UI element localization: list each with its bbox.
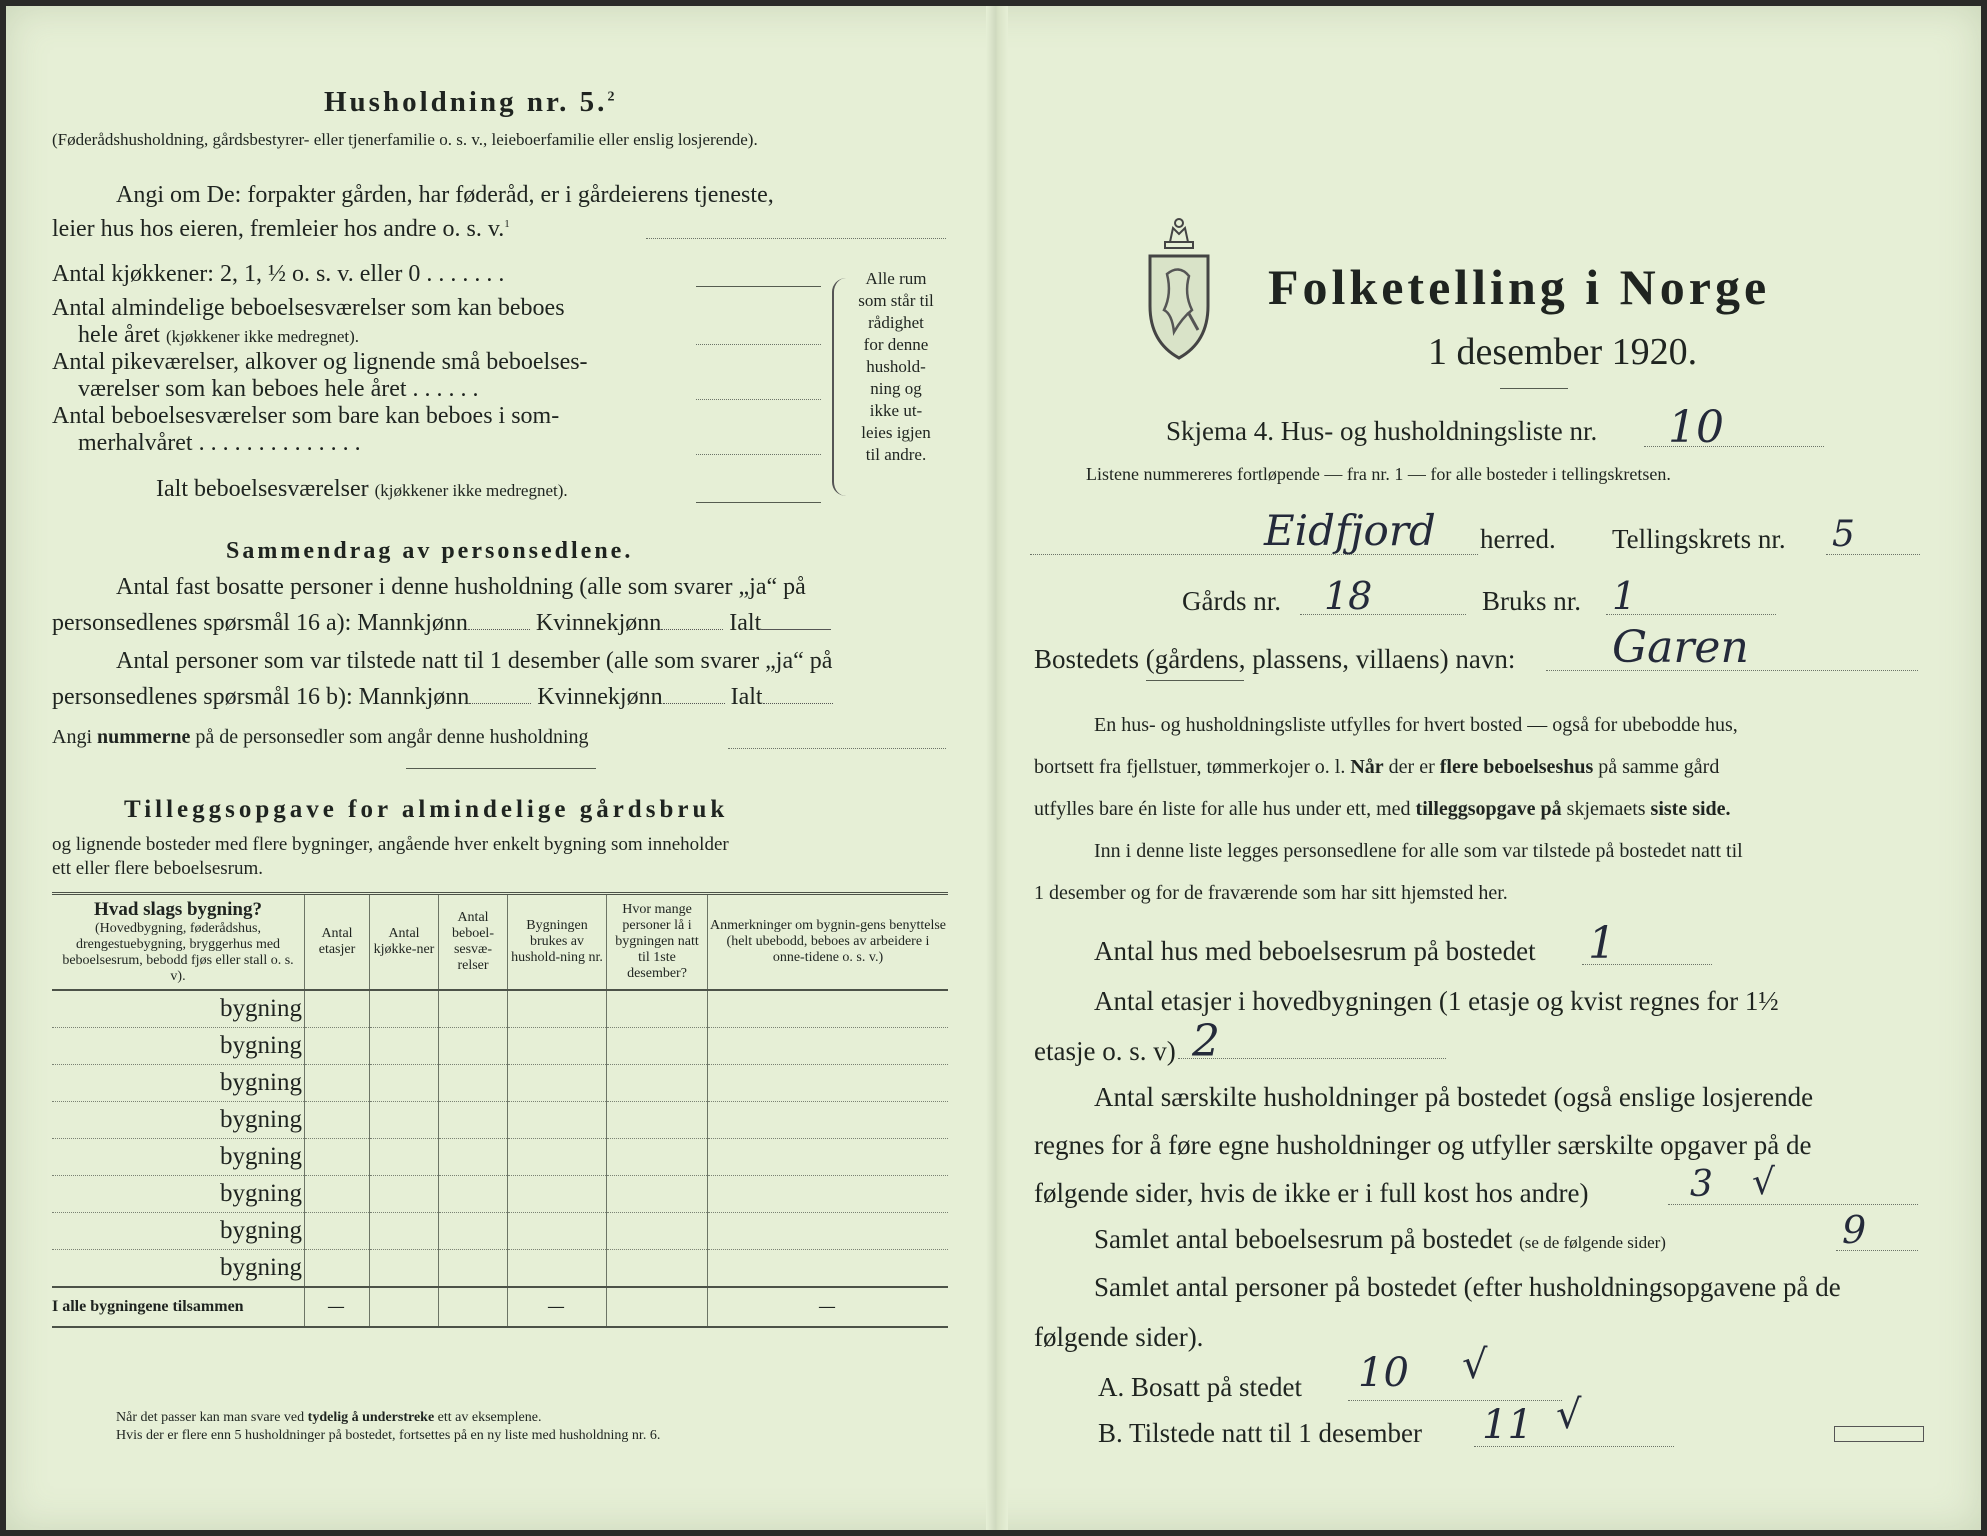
col-floors: Antal etasjer — [305, 894, 370, 991]
side-note-line: ning og — [870, 379, 922, 398]
summary-a-line-1: Antal fast bosatte personer i denne husholdning (alle som svarer „ja“ på — [116, 574, 806, 600]
summary-a-men-label: personsedlenes spørsmål 16 a): Mannkjønn — [52, 610, 468, 636]
table-cell[interactable] — [305, 1139, 370, 1176]
household-subtitle: (Føderådshusholdning, gårdsbestyrer- eller tjenerfamilie o. s. v., leieboerfamilie eller enslig losjerende). — [52, 130, 758, 149]
instructions-line-3 — [1034, 798, 1731, 821]
table-cell[interactable] — [370, 1176, 439, 1213]
table-cell[interactable] — [708, 990, 949, 1028]
instructions-3d: siste side. — [1650, 798, 1731, 820]
households-label-1: Antal særskilte husholdninger på bostedet (også enslige losjerende — [1094, 1082, 1814, 1112]
table-row — [52, 1102, 948, 1139]
side-note-line: hushold- — [866, 357, 926, 376]
summary-b-men-field[interactable] — [469, 703, 531, 704]
table-cell[interactable] — [370, 1213, 439, 1250]
households-label-2: regnes for å føre egne husholdninger og utfyller særskilte opgaver på de — [1034, 1130, 1812, 1160]
side-brace — [832, 278, 846, 496]
kitchens-label: Antal kjøkkener: 2, 1, ½ o. s. v. eller 0 . . . . . . . — [52, 261, 505, 287]
total-rooms-label-text: Ialt beboelsesværelser — [156, 476, 369, 502]
side-note-line: til andre. — [865, 445, 927, 464]
instructions-line-5: 1 desember og for de fraværende som har sitt hjemsted her. — [1034, 882, 1508, 904]
households-value: 3 — [1690, 1164, 1713, 1205]
floors-label-2: etasje o. s. v) — [1034, 1036, 1176, 1066]
total-rooms-place-note: (se de følgende sider) — [1519, 1233, 1666, 1252]
table-cell[interactable] — [508, 1065, 607, 1102]
kitchens-field[interactable] — [696, 286, 821, 287]
table-cell[interactable] — [708, 1139, 949, 1176]
table-row — [52, 990, 948, 1028]
table-cell[interactable] — [708, 1213, 949, 1250]
summary-b-total-label: Ialt — [730, 684, 763, 710]
table-cell[interactable] — [305, 1213, 370, 1250]
person-numbers-prefix: Angi — [52, 726, 97, 748]
houses-label: Antal hus med beboelsesrum på bostedet — [1094, 936, 1536, 966]
table-cell[interactable] — [607, 990, 708, 1028]
rooms-label-2-note: (kjøkkener ikke medregnet). — [165, 327, 359, 346]
table-cell[interactable] — [607, 1065, 708, 1102]
table-cell[interactable] — [439, 1250, 508, 1288]
summary-b-line-2 — [52, 684, 833, 711]
farm-number-value: 18 — [1324, 574, 1373, 618]
total-household-dash: — — [508, 1287, 607, 1327]
col-kitchens: Antal kjøkke-ner — [370, 894, 439, 991]
rooms-label-2-text: hele året — [78, 322, 160, 348]
table-row — [52, 1139, 948, 1176]
side-note-line: som står til — [858, 291, 934, 310]
census-form-sheet — [6, 6, 1981, 1530]
table-cell[interactable] — [508, 1028, 607, 1065]
instructions-2b: Når — [1350, 756, 1384, 778]
total-rooms-field[interactable] — [696, 502, 821, 503]
listing-note: Listene nummereres fortløpende — fra nr. 1 — for alle bosteder i tellingskretsen. — [1086, 464, 1671, 484]
table-cell[interactable] — [439, 1065, 508, 1102]
instructions-line-1: En hus- og husholdningsliste utfylles for hvert bosted — også for ubebodde hus, — [1094, 714, 1738, 736]
table-cell[interactable] — [305, 1028, 370, 1065]
buildings-table-header — [52, 894, 948, 991]
col-building-type-note: (Hovedbygning, føderådshus, drengestuebygning, bryggerhus med beboelsesrum, bebodd fjøs eller stall o. s. v). — [62, 921, 294, 984]
printer-stamp — [1834, 1426, 1924, 1442]
census-district-label: Tellingskrets nr. — [1612, 524, 1786, 554]
instructions-line-4: Inn i denne liste legges personsedlene for alle som var tilstede på bostedet natt til — [1094, 840, 1743, 862]
side-note-line: Alle rum — [865, 269, 927, 288]
side-note-line: ikke ut- — [869, 401, 923, 420]
total-row-label: I alle bygningene tilsammen — [52, 1287, 305, 1327]
census-district-value: 5 — [1832, 514, 1855, 555]
table-cell[interactable] — [370, 1028, 439, 1065]
summary-title: Sammendrag av personsedlene. — [226, 538, 634, 564]
schema-line — [1166, 416, 1597, 447]
row-building-label: bygning — [52, 1139, 305, 1176]
question-line-2-text: leier hus hos eieren, fremleier hos andre o. s. v. — [52, 216, 505, 242]
table-cell[interactable] — [305, 990, 370, 1028]
table-cell[interactable] — [508, 1139, 607, 1176]
question-line-1: Angi om De: forpakter gården, har føderåd, er i gårdeierens tjeneste, — [116, 182, 774, 208]
answer-line-question[interactable] — [646, 238, 946, 239]
summer-rooms-label-2: merhalvåret . . . . . . . . . . . . . . — [78, 430, 361, 456]
side-note-line: for denne — [863, 335, 929, 354]
supplement-title: Tilleggsopgave for almindelige gårdsbruk — [124, 796, 729, 823]
instructions-2d: flere beboelseshus — [1439, 756, 1594, 778]
instructions-3a: utfylles bare én liste for alle hus under ett, med — [1034, 798, 1416, 820]
present-label: B. Tilstede natt til 1 desember — [1098, 1418, 1422, 1448]
instructions-line-2 — [1034, 756, 1719, 779]
place-name-value: Garen — [1612, 622, 1749, 673]
present-value: 11 — [1482, 1402, 1533, 1448]
summary-a-men-field[interactable] — [468, 629, 530, 630]
total-remarks-dash: — — [708, 1287, 949, 1327]
residents-value: 10 — [1358, 1350, 1409, 1396]
table-cell[interactable] — [305, 1176, 370, 1213]
households-label-3: følgende sider, hvis de ikke er i full kost hos andre) — [1034, 1178, 1589, 1208]
table-cell[interactable] — [370, 1102, 439, 1139]
table-total-row — [52, 1287, 948, 1327]
summary-b-women-field[interactable] — [663, 703, 725, 704]
table-cell[interactable] — [607, 1102, 708, 1139]
person-numbers-label — [52, 726, 589, 749]
table-cell[interactable] — [708, 1028, 949, 1065]
household-title-sup: 2 — [607, 89, 618, 105]
table-cell[interactable] — [508, 990, 607, 1028]
section-divider — [406, 768, 596, 769]
footnote-1 — [116, 1410, 541, 1426]
coat-of-arms-icon — [1144, 214, 1214, 364]
summary-a-women-field[interactable] — [661, 629, 723, 630]
table-cell[interactable] — [370, 1287, 439, 1327]
table-cell[interactable] — [370, 990, 439, 1028]
table-cell[interactable] — [508, 1176, 607, 1213]
col-building-type-title: Hvad slags bygning? — [94, 899, 262, 920]
col-rooms: Antal beboel-sesvæ-relser — [439, 894, 508, 991]
census-title: Folketelling i Norge — [1268, 259, 1771, 315]
footnote-1-c: ett av eksemplene. — [434, 1410, 542, 1425]
question-line-2 — [52, 216, 510, 243]
footnote-1-a: Når det passer kan man svare ved — [116, 1410, 308, 1425]
summer-rooms-field[interactable] — [696, 454, 821, 455]
total-floors-dash: — — [305, 1287, 370, 1327]
footnote-1-b: tydelig å understreke — [307, 1410, 435, 1425]
table-row — [52, 1250, 948, 1288]
houses-value: 1 — [1588, 918, 1616, 969]
table-cell[interactable] — [305, 1250, 370, 1288]
supplement-subtitle-2: ett eller flere beboelsesrum. — [52, 858, 264, 879]
total-rooms-label-note: (kjøkkener ikke medregnet). — [374, 481, 568, 500]
instructions-3b: tilleggsopgave på — [1415, 798, 1562, 820]
table-cell[interactable] — [708, 1065, 949, 1102]
holding-number-label: Bruks nr. — [1482, 586, 1582, 616]
table-cell[interactable] — [508, 1102, 607, 1139]
page-fold — [986, 6, 1008, 1530]
table-cell[interactable] — [370, 1065, 439, 1102]
schema-label: Skjema 4. Hus- og husholdningsliste nr. — [1166, 416, 1598, 446]
row-building-label: bygning — [52, 1102, 305, 1139]
table-cell[interactable] — [439, 1287, 508, 1327]
side-note — [848, 268, 944, 466]
summary-b-total-field[interactable] — [763, 703, 833, 704]
total-rooms-place-label — [1094, 1224, 1666, 1255]
floors-value: 2 — [1192, 1016, 1220, 1067]
table-cell[interactable] — [607, 1028, 708, 1065]
table-cell[interactable] — [439, 1213, 508, 1250]
small-rooms-label-2: værelser som kan beboes hele året . . . . . . — [78, 376, 479, 402]
table-cell[interactable] — [708, 1250, 949, 1288]
summer-rooms-label-1: Antal beboelsesværelser som bare kan beboes i som- — [52, 403, 560, 429]
place-name-label: Bostedets (gårdens, plassens, villaens) navn: — [1034, 644, 1516, 674]
floors-label-1: Antal etasjer i hovedbygningen (1 etasje og kvist regnes for 1½ — [1094, 986, 1779, 1016]
row-building-label: bygning — [52, 1065, 305, 1102]
municipality-value: Eidfjord — [1264, 506, 1436, 555]
farm-number-label: Gårds nr. — [1182, 586, 1281, 616]
residents-check: √ — [1462, 1342, 1488, 1388]
table-row — [52, 1028, 948, 1065]
table-cell[interactable] — [439, 1139, 508, 1176]
residents-label: A. Bosatt på stedet — [1098, 1372, 1302, 1402]
title-divider — [1500, 388, 1568, 389]
side-note-line: rådighet — [868, 313, 924, 332]
table-cell[interactable] — [607, 1213, 708, 1250]
total-rooms-place-value: 9 — [1842, 1208, 1867, 1252]
small-rooms-field[interactable] — [696, 399, 821, 400]
table-cell[interactable] — [508, 1213, 607, 1250]
table-cell[interactable] — [607, 1250, 708, 1288]
total-rooms-label — [156, 476, 568, 503]
table-cell[interactable] — [607, 1139, 708, 1176]
instructions-3c: skjemaets — [1561, 798, 1651, 820]
supplement-subtitle-1: og lignende bosteder med flere bygninger, angående hver enkelt bygning som inneholder — [52, 834, 729, 855]
footnote-2: Hvis der er flere enn 5 husholdninger på bostedet, fortsettes på en ny liste med husholdning nr. 6. — [116, 1428, 661, 1443]
summary-b-men-label: personsedlenes spørsmål 16 b): Mannkjønn — [52, 684, 470, 710]
person-numbers-bold: nummerne — [97, 726, 191, 748]
col-remarks: Anmerkninger om bygnin-gens benyttelse (helt ubebodd, beboes av arbeidere i onne-tidene o. s. v.) — [708, 894, 949, 991]
table-row — [52, 1065, 948, 1102]
table-cell[interactable] — [607, 1287, 708, 1327]
census-date: 1 desember 1920. — [1428, 331, 1698, 373]
household-title-text: Husholdning nr. 5. — [324, 86, 608, 118]
table-cell[interactable] — [370, 1139, 439, 1176]
person-numbers-rest: på de personsedler som angår denne husholdning — [190, 726, 589, 748]
list-number-value: 10 — [1668, 402, 1724, 453]
table-row — [52, 1213, 948, 1250]
col-persons: Hvor mange personer lå i bygningen natt til 1ste desember? — [607, 894, 708, 991]
total-rooms-place-text: Samlet antal beboelsesrum på bostedet — [1094, 1224, 1513, 1254]
table-cell[interactable] — [305, 1065, 370, 1102]
persons-label-2: følgende sider). — [1034, 1322, 1204, 1352]
col-building-type — [52, 894, 305, 991]
table-cell[interactable] — [508, 1250, 607, 1288]
row-building-label: bygning — [52, 1028, 305, 1065]
table-cell[interactable] — [607, 1176, 708, 1213]
table-cell[interactable] — [439, 990, 508, 1028]
small-rooms-label-1: Antal pikeværelser, alkover og lignende små beboelses- — [52, 349, 588, 375]
present-check: √ — [1556, 1392, 1582, 1438]
side-note-line: leies igjen — [861, 423, 931, 442]
instructions-2a: bortsett fra fjellstuer, tømmerkojer o. l. — [1034, 756, 1351, 778]
summary-a-total-label: Ialt — [729, 610, 762, 636]
col-household-no: Bygningen brukes av hushold-ning nr. — [508, 894, 607, 991]
buildings-table — [52, 892, 948, 1328]
rooms-label-2 — [78, 322, 359, 349]
household-title — [324, 86, 617, 119]
table-cell[interactable] — [439, 1028, 508, 1065]
summary-a-total-field[interactable] — [761, 629, 831, 630]
summary-a-women-label: Kvinnekjønn — [535, 610, 662, 636]
row-building-label: bygning — [52, 990, 305, 1028]
person-numbers-field[interactable] — [728, 748, 946, 749]
instructions-2e: på samme gård — [1593, 756, 1720, 778]
summary-b-line-1: Antal personer som var tilstede natt til 1 desember (alle som svarer „ja“ på — [116, 648, 833, 674]
holding-number-value: 1 — [1612, 574, 1637, 618]
table-cell[interactable] — [439, 1102, 508, 1139]
place-underline-gardens — [1146, 680, 1244, 681]
rooms-field[interactable] — [696, 344, 821, 345]
table-cell[interactable] — [439, 1176, 508, 1213]
table-row — [52, 1176, 948, 1213]
table-cell[interactable] — [708, 1102, 949, 1139]
persons-label-1: Samlet antal personer på bostedet (efter husholdningsopgavene på de — [1094, 1272, 1841, 1302]
households-check: √ — [1752, 1162, 1775, 1203]
summary-b-women-label: Kvinnekjønn — [537, 684, 663, 710]
table-cell[interactable] — [305, 1102, 370, 1139]
row-building-label: bygning — [52, 1176, 305, 1213]
rooms-label-1: Antal almindelige beboelsesværelser som kan beboes — [52, 295, 565, 321]
summary-a-line-2 — [52, 610, 831, 637]
row-building-label: bygning — [52, 1250, 305, 1288]
municipality-label: herred. — [1480, 524, 1556, 554]
row-building-label: bygning — [52, 1213, 305, 1250]
table-cell[interactable] — [370, 1250, 439, 1288]
question-line-2-sup: 1 — [504, 218, 510, 230]
residents-field[interactable] — [1348, 1400, 1562, 1401]
table-cell[interactable] — [708, 1176, 949, 1213]
instructions-2c: der er — [1383, 756, 1440, 778]
